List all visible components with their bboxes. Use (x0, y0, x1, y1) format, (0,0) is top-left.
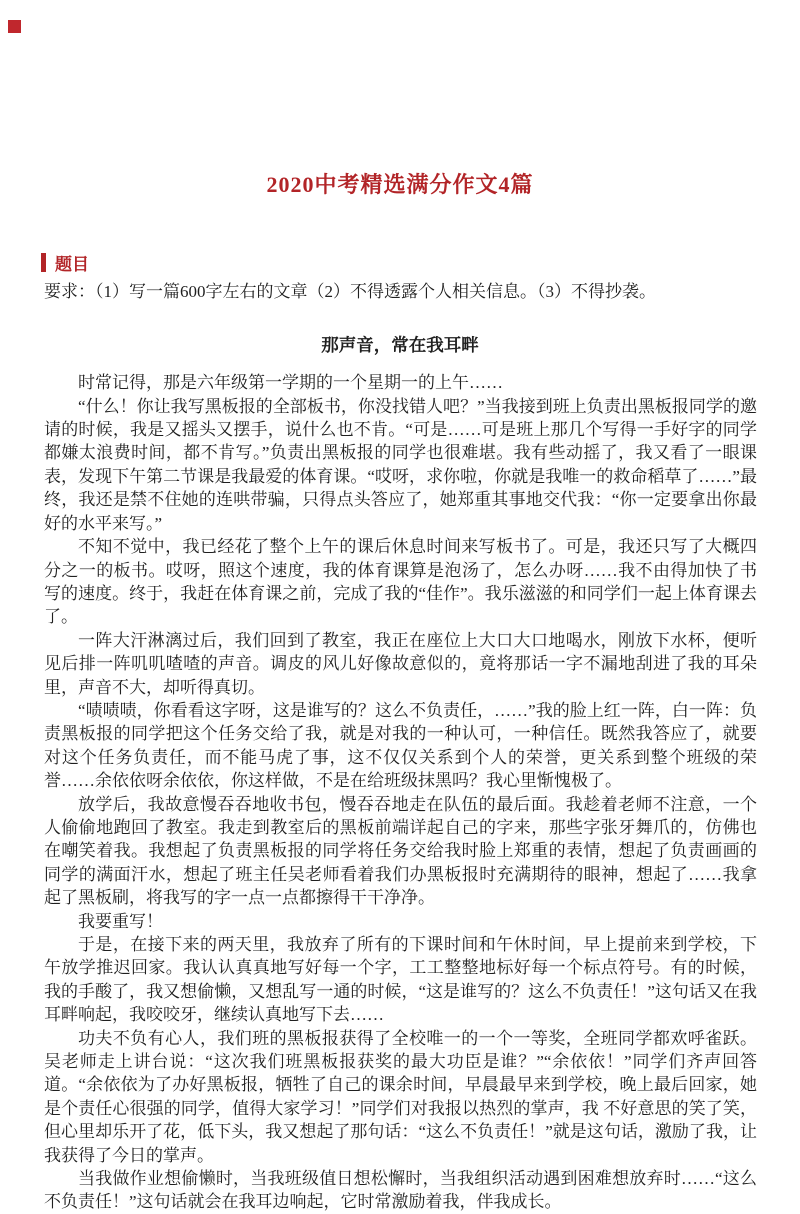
essay-paragraph: 不知不觉中，我已经花了整个上午的课后休息时间来写板书了。可是，我还只写了大概四分之一的板书。哎呀，照这个速度，我的体育课算是泡汤了，怎么办呀……我不由得加快了书写的速度。终于，我赶在体育课之前，完成了我的“佳作”。我乐滋滋的和同学们一起上体育课去了。 (44, 537, 757, 627)
essay-title: 那声音，常在我耳畔 (321, 334, 479, 355)
essay-paragraph: 时常记得，那是六年级第一学期的一个星期一的上午…… (78, 373, 503, 393)
requirements-text: 要求：（1）写一篇600字左右的文章（2）不得透露个人相关信息。（3）不得抄袭。 (44, 281, 656, 301)
essay-paragraph: 功夫不负有心人，我们班的黑板报获得了全校唯一的一个一等奖，全班同学都欢呼雀跃。吴老师走上讲台说：“这次我们班黑板报获奖的最大功臣是谁？”“余依依！”同学们齐声回答道。“余依依为了办好黑板报，牺牲了自己的课余时间，早晨最早来到学校，晚上最后回家，她是个责任心很强的同学，值得大家学习！”同学们对我报以热烈的掌声，我 不好意思的笑了笑，但心里却乐开了花，低下头，我又想起了那句话：“这么不负责任！”就是这句话，激励了我，让我获得了今日的掌声。 (44, 1028, 757, 1165)
essay-paragraph: “什么！你让我写黑板报的全部板书，你没找错人吧？”当我接到班上负责出黑板报同学的邀请的时候，我是又摇头又摆手，说什么也不肯。“可是……可是班上那几个写得一手好字的同学都嫌太浪费时间，都不肯写。”负责出黑板报的同学也很难堪。我有些动摇了，我又看了一眼课表，发现下午第二节课是我最爱的体育课。“哎呀，求你啦，你就是我唯一的救命稻草了……”最终，我还是禁不住她的连哄带骗，只得点头答应了，她郑重其事地交代我：“你一定要拿出你最好的水平来写。” (44, 396, 757, 533)
document-page (0, 15, 800, 1212)
essay-body (44, 371, 757, 1214)
topic-accent-bar (41, 253, 46, 272)
essay-paragraph: “啧啧啧，你看看这字呀，这是谁写的？这么不负责任，……”我的脸上红一阵，白一阵：负责黑板报的同学把这个任务交给了我，就是对我的一种认可，一种信任。既然我答应了，就要对这个任务负责任，而不能马虎了事，这不仅仅关系到个人的荣誉，更关系到整个班级的荣誉……余依依呀余依依，你这样做，不是在给班级抹黑吗？我心里惭愧极了。 (44, 700, 757, 791)
topic-section-label: 题目 (55, 254, 89, 274)
topic-section-header (41, 250, 800, 275)
essay-paragraph: 放学后，我故意慢吞吞地收书包，慢吞吞地走在队伍的最后面。我趁着老师不注意，一个人偷偷地跑回了教室。我走到教室后的黑板前端详起自己的字来，那些字张牙舞爪的，仿佛也在嘲笑着我。我想起了负责黑板报的同学将任务交给我时脸上郑重的表情，想起了负责画画的同学的满面汗水，想起了班主任吴老师看着我们办黑板报时充满期待的眼神，想起了……我拿起了黑板刷，将我写的字一点一点都擦得干干净净。 (44, 794, 757, 908)
essay-paragraph: 一阵大汗淋漓过后，我们回到了教室，我正在座位上大口大口地喝水，刚放下水杯，便听见后排一阵叽叽喳喳的声音。调皮的风儿好像故意似的，竟将那话一字不漏地刮进了我的耳朵里，声音不大，却听得真切。 (44, 630, 757, 697)
red-square-marker (8, 20, 21, 33)
essay-paragraph: 我要重写！ (78, 911, 163, 931)
essay-paragraph: 于是，在接下来的两天里，我放弃了所有的下课时间和午休时间，早上提前来到学校，下午放学推迟回家。我认认真真地写好每一个字，工工整整地标好每一个标点符号。有的时候，我的手酸了，我又想偷懒，又想乱写一通的时候，“这是谁写的？这么不负责任！”这句话又在我耳畔响起，我咬咬牙，继续认真地写下去…… (44, 935, 757, 1025)
essay-paragraph: 当我做作业想偷懒时，当我班级值日想松懈时，当我组织活动遇到困难想放弃时……“这么不负责任！”这句话就会在我耳边响起，它时常激励着我，伴我成长。 (44, 1169, 757, 1212)
document-title: 2020中考精选满分作文4篇 (266, 171, 534, 197)
